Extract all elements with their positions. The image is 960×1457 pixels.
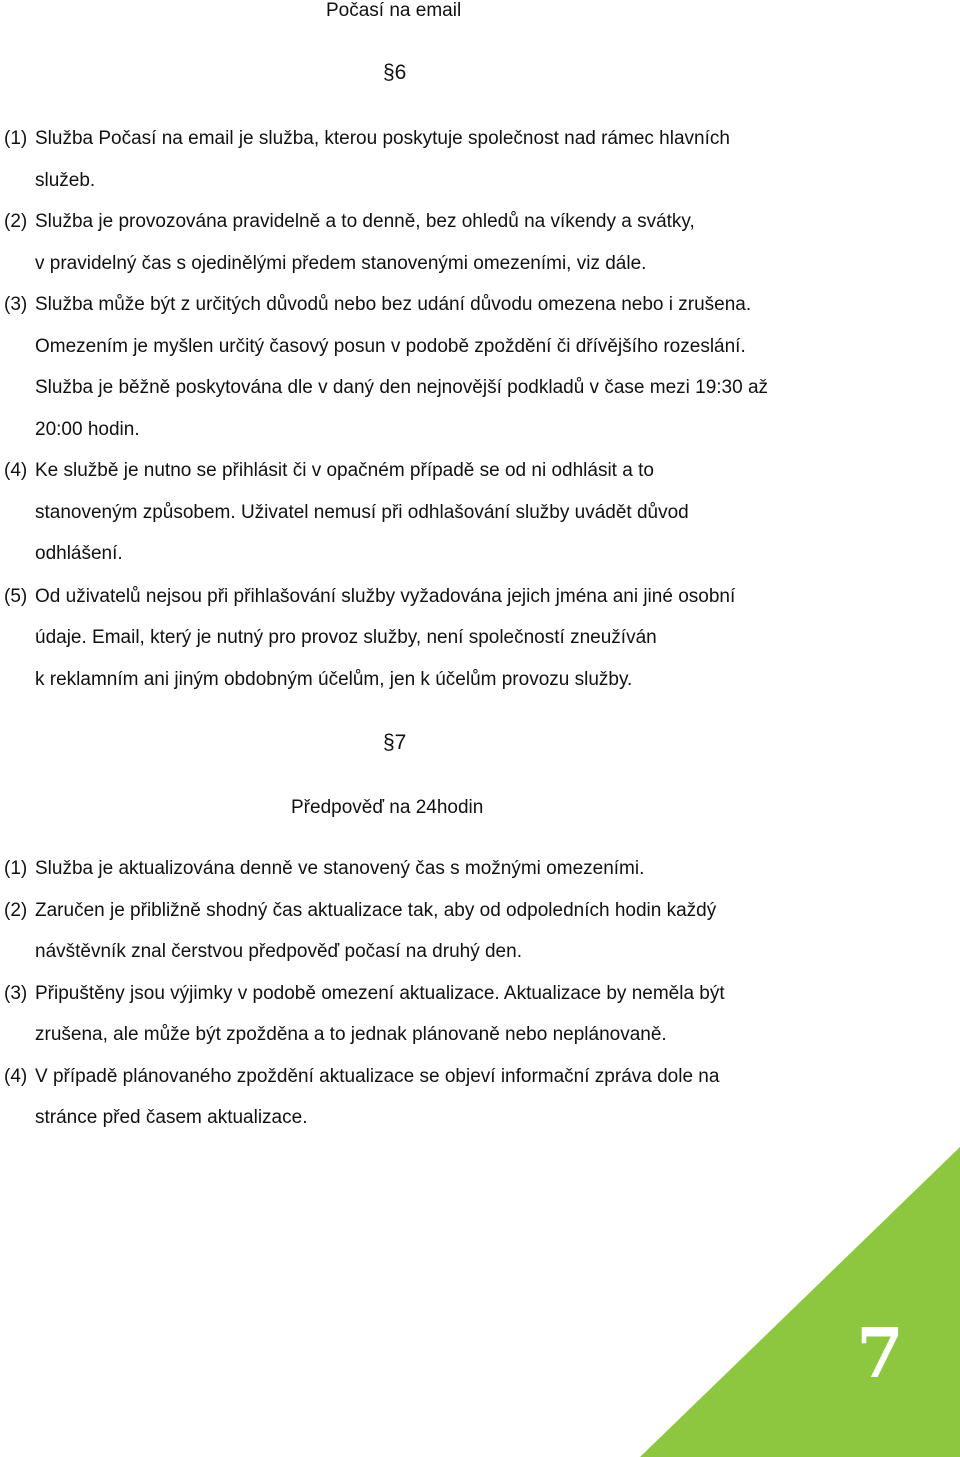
item-line: k reklamním ani jiným obdobným účelům, jen k účelům provozu služby.	[35, 669, 633, 690]
section-6-mark: §6	[383, 61, 407, 84]
section-7-mark: §7	[383, 731, 407, 754]
item-line: Služba Počasí na email je služba, kterou poskytuje společnost nad rámec hlavních	[35, 128, 730, 149]
item-line: Zaručen je přibližně shodný čas aktualizace tak, aby od odpoledních hodin každý	[35, 900, 717, 921]
item-line: Omezením je myšlen určitý časový posun v podobě zpoždění či dřívějšího rozeslání.	[35, 336, 746, 357]
item-line: odhlášení.	[35, 543, 123, 564]
item-number: (4)	[4, 1066, 28, 1087]
item-line: stránce před časem aktualizace.	[35, 1107, 308, 1128]
corner-triangle-shape	[640, 1147, 960, 1457]
item-number: (1)	[4, 858, 28, 879]
item-number: (3)	[4, 294, 28, 315]
item-line: zrušena, ale může být zpožděna a to jednak plánovaně nebo neplánovaně.	[35, 1024, 667, 1045]
page-number: 7	[856, 1314, 904, 1394]
section-7-title: Předpověď na 24hodin	[291, 797, 484, 818]
item-line: v pravidelný čas s ojedinělými předem stanovenými omezeními, viz dále.	[35, 253, 647, 274]
item-line: Služba může být z určitých důvodů nebo bez udání důvodu omezena nebo i zrušena.	[35, 294, 752, 315]
item-line: služeb.	[35, 170, 96, 191]
item-line: údaje. Email, který je nutný pro provoz služby, není společností zneužíván	[35, 627, 657, 648]
item-line: Služba je běžně poskytována dle v daný den nejnovější podkladů v čase mezi 19:30 až	[35, 377, 769, 398]
item-number: (2)	[4, 900, 28, 921]
item-number: (4)	[4, 460, 28, 481]
item-line: Služba je aktualizována denně ve stanovený čas s možnými omezeními.	[35, 858, 645, 879]
item-number: (5)	[4, 586, 28, 607]
page-corner-badge	[640, 1147, 960, 1457]
item-line: stanoveným způsobem. Uživatel nemusí při odhlašování služby uvádět důvod	[35, 502, 689, 523]
item-number: (1)	[4, 128, 28, 149]
item-line: Služba je provozována pravidelně a to denně, bez ohledů na víkendy a svátky,	[35, 211, 695, 232]
item-line: Ke službě je nutno se přihlásit či v opačném případě se od ni odhlásit a to	[35, 460, 654, 481]
item-line: Od uživatelů nejsou při přihlašování služby vyžadována jejich jména ani jiné osobní	[35, 586, 736, 607]
page-title: Počasí na email	[326, 0, 462, 21]
item-line: Připuštěny jsou výjimky v podobě omezení aktualizace. Aktualizace by neměla být	[35, 983, 725, 1004]
item-line: návštěvník znal čerstvou předpověď počasí na druhý den.	[35, 941, 522, 962]
item-line: 20:00 hodin.	[35, 419, 140, 440]
item-line: V případě plánovaného zpoždění aktualizace se objeví informační zpráva dole na	[35, 1066, 720, 1087]
item-number: (3)	[4, 983, 28, 1004]
item-number: (2)	[4, 211, 28, 232]
